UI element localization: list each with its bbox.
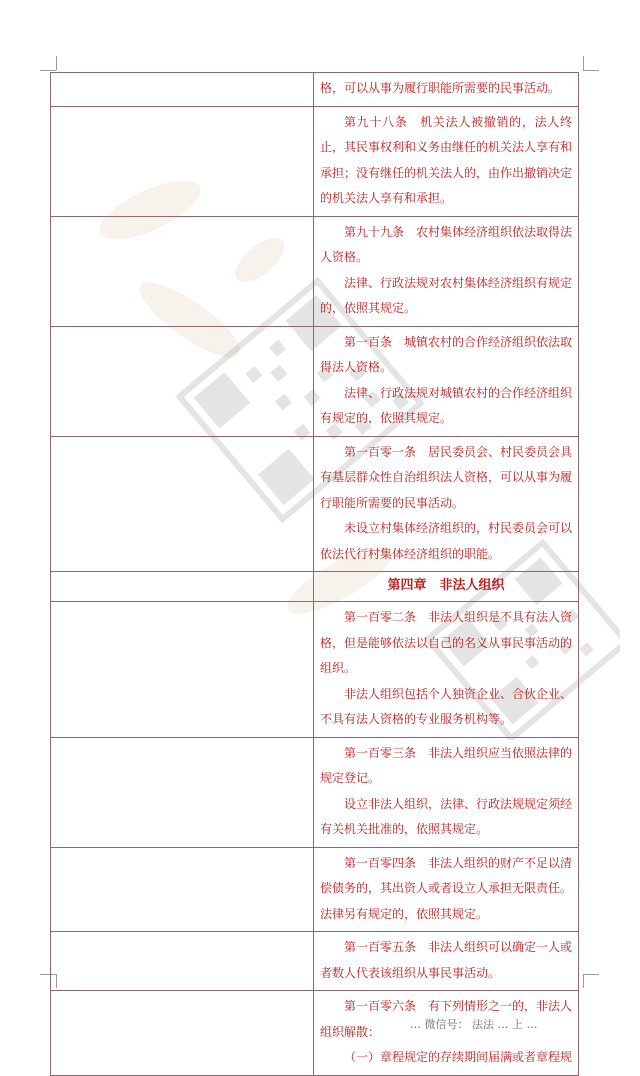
article-paragraph: 非法人组织包括个人独资企业、合伙企业、不具有法人资格的专业服务机构等。 <box>320 686 573 726</box>
crop-mark <box>40 70 56 71</box>
crop-mark <box>583 70 599 71</box>
article-paragraph: 第一百条 城镇农村的合作经济组织依法取得法人资格。 <box>320 334 573 374</box>
right-column-cell <box>314 737 579 847</box>
right-column-cell <box>314 847 579 932</box>
right-column-cell <box>314 216 579 326</box>
right-column-cell <box>314 73 579 107</box>
table-row <box>51 326 579 436</box>
right-column-cell <box>314 572 579 602</box>
table-row <box>51 73 579 107</box>
article-paragraph: 第一百零四条 非法人组织的财产不足以清偿债务的，其出资人或者设立人承担无限责任。法律另有规定的，依照其规定。 <box>320 855 573 921</box>
left-column-cell <box>51 216 314 326</box>
left-column-cell <box>51 991 314 1076</box>
left-column-cell <box>51 737 314 847</box>
crop-mark <box>583 974 584 988</box>
left-column-cell <box>51 602 314 738</box>
right-column-cell <box>314 602 579 738</box>
crop-mark <box>583 974 599 975</box>
left-column-cell <box>51 436 314 572</box>
article-paragraph: 第一百零一条 居民委员会、村民委员会具有基层群众性自治组织法人资格，可以从事为履行职能所需要的民事活动。 <box>320 444 573 510</box>
right-column-cell <box>314 326 579 436</box>
article-paragraph: 第一百零六条 有下列情形之一的，非法人组织解散： <box>320 999 573 1039</box>
table-row <box>51 602 579 738</box>
table-row <box>51 106 579 216</box>
left-column-cell <box>51 932 314 991</box>
left-column-cell <box>51 73 314 107</box>
chapter-heading: 第四章 非法人组织 <box>387 578 505 593</box>
left-column-cell <box>51 326 314 436</box>
right-column-cell <box>314 932 579 991</box>
article-paragraph: 法律、行政法规对农村集体经济组织有规定的，依照其规定。 <box>320 275 573 315</box>
crop-mark <box>583 56 584 70</box>
article-paragraph: 格，可以从事为履行职能所需要的民事活动。 <box>320 81 561 95</box>
article-paragraph: 第一百零二条 非法人组织是不具有法人资格，但是能够依法以自己的名义从事民事活动的组织。 <box>320 610 573 675</box>
article-paragraph: 第九十九条 农村集体经济组织依法取得法人资格。 <box>320 224 573 264</box>
page-footer: … 微信号： 法法 … 上 … <box>410 1018 538 1031</box>
article-paragraph: 第一百零三条 非法人组织应当依照法律的规定登记。 <box>320 745 573 785</box>
table-row <box>51 991 579 1076</box>
table-row <box>51 216 579 326</box>
table-row <box>51 737 579 847</box>
left-column-cell <box>51 572 314 602</box>
table-row <box>51 572 579 602</box>
article-paragraph: 第一百零五条 非法人组织可以确定一人或者数人代表该组织从事民事活动。 <box>320 940 573 980</box>
article-paragraph: 第九十八条 机关法人被撤销的，法人终止，其民事权利和义务由继任的机关法人享有和承担；没有继任的机关法人的，由作出撤销决定的机关法人享有和承担。 <box>320 114 573 205</box>
law-comparison-table <box>50 72 579 1076</box>
article-paragraph: 法律、行政法规对城镇农村的合作经济组织有规定的，依照其规定。 <box>320 385 573 425</box>
table-row <box>51 932 579 991</box>
left-column-cell <box>51 106 314 216</box>
right-column-cell <box>314 106 579 216</box>
article-paragraph: 设立非法人组织，法律、行政法规规定须经有关机关批准的，依照其规定。 <box>320 796 573 836</box>
table-row <box>51 436 579 572</box>
left-column-cell <box>51 847 314 932</box>
article-paragraph: （一）章程规定的存续期间届满或者章程规 <box>344 1050 573 1064</box>
right-column-cell <box>314 436 579 572</box>
table-row <box>51 847 579 932</box>
right-column-cell <box>314 991 579 1076</box>
article-paragraph: 未设立村集体经济组织的，村民委员会可以依法代行村集体经济组织的职能。 <box>320 521 573 561</box>
crop-mark <box>56 56 57 70</box>
